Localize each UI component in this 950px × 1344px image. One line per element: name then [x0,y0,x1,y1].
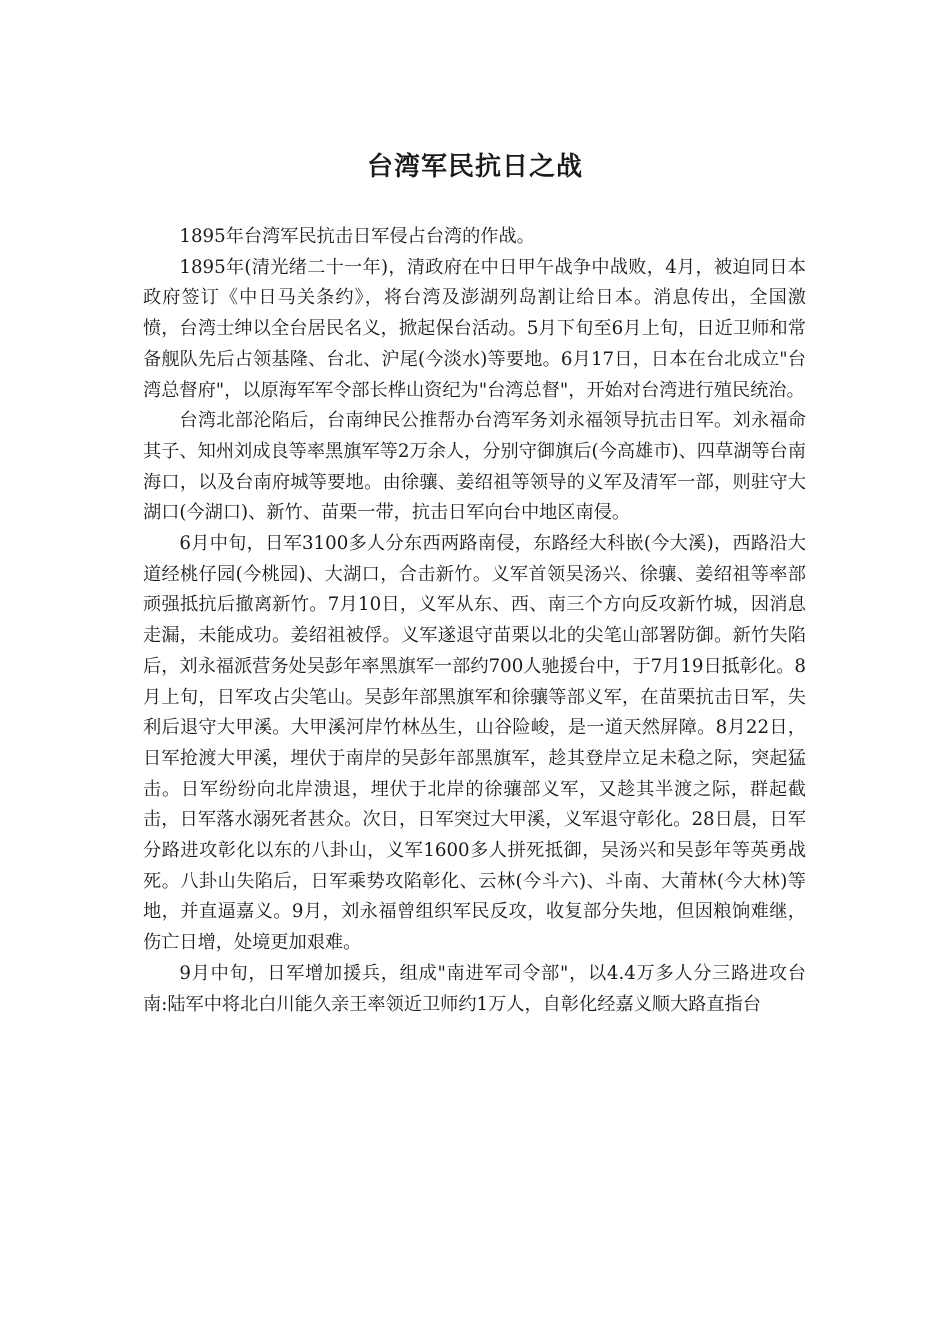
paragraph: 1895年(清光绪二十一年)，清政府在中日甲午战争中战败，4月，被迫同日本政府签订《中日马关条约》，将台湾及澎湖列岛割让给日本。消息传出，全国激愤，台湾士绅以全台居民名义，掀起保台活动。5月下旬至6月上旬，日近卫师和常备舰队先后占领基隆、台北、沪尾(今淡水)等要地。6月17日，日本在台北成立"台湾总督府"，以原海军军令部长桦山资纪为"台湾总督"，开始对台湾进行殖民统治。 [143,256,806,401]
document-title: 台湾军民抗日之战 [366,152,583,183]
paragraph: 台湾北部沦陷后，台南绅民公推帮办台湾军务刘永福领导抗击日军。刘永福命其子、知州刘成良等率黑旗军等2万余人，分别守御旗后(今高雄市)、四草湖等台南海口，以及台南府城等要地。由徐骧、姜绍祖等领导的义军及清军一部，则驻守大湖口(今湖口)、新竹、苗栗一带，抗击日军向台中地区南侵。 [143,410,806,524]
paragraph: 6月中旬，日军3100多人分东西两路南侵，东路经大科嵌(今大溪)，西路沿大道经桃仔园(今桃园)、大湖口，合击新竹。义军首领吴汤兴、徐骧、姜绍祖等率部顽强抵抗后撤离新竹。7月10日，义军从东、西、南三个方向反攻新竹城，因消息走漏，未能成功。姜绍祖被俘。义军遂退守苗栗以北的尖笔山部署防御。新竹失陷后，刘永福派营务处吴彭年率黑旗军一部约700人驰援台中，于7月19日抵彰化。8月上旬，日军攻占尖笔山。吴彭年部黑旗军和徐骧等部义军，在苗栗抗击日军，失利后退守大甲溪。大甲溪河岸竹林丛生，山谷险峻，是一道天然屏障。8月22日，日军抢渡大甲溪，埋伏于南岸的吴彭年部黑旗军，趁其登岸立足未稳之际，突起猛击。日军纷纷向北岸溃退，埋伏于北岸的徐骧部义军，又趁其半渡之际，群起截击，日军落水溺死者甚众。次日，日军突过大甲溪，义军退守彰化。28日晨，日军分路进攻彰化以东的八卦山，义军1600多人拼死抵御，吴汤兴和吴彭年等英勇战死。八卦山失陷后，日军乘势攻陷彰化、云林(今斗六)、斗南、大莆林(今大林)等地，并直逼嘉义。9月，刘永福曾组织军民反攻，收复部分失地，但因粮饷难继，伤亡日增，处境更加艰难。 [143,533,807,954]
document-body [143,222,806,1020]
paragraph: 1895年台湾军民抗击日军侵占台湾的作战。 [179,226,535,247]
paragraph: 9月中旬，日军增加援兵，组成"南进军司令部"，以4.4万多人分三路进攻台南:陆军中将北白川能久亲王率领近卫师约1万人，自彰化经嘉义顺大路直指台 [143,962,806,1015]
